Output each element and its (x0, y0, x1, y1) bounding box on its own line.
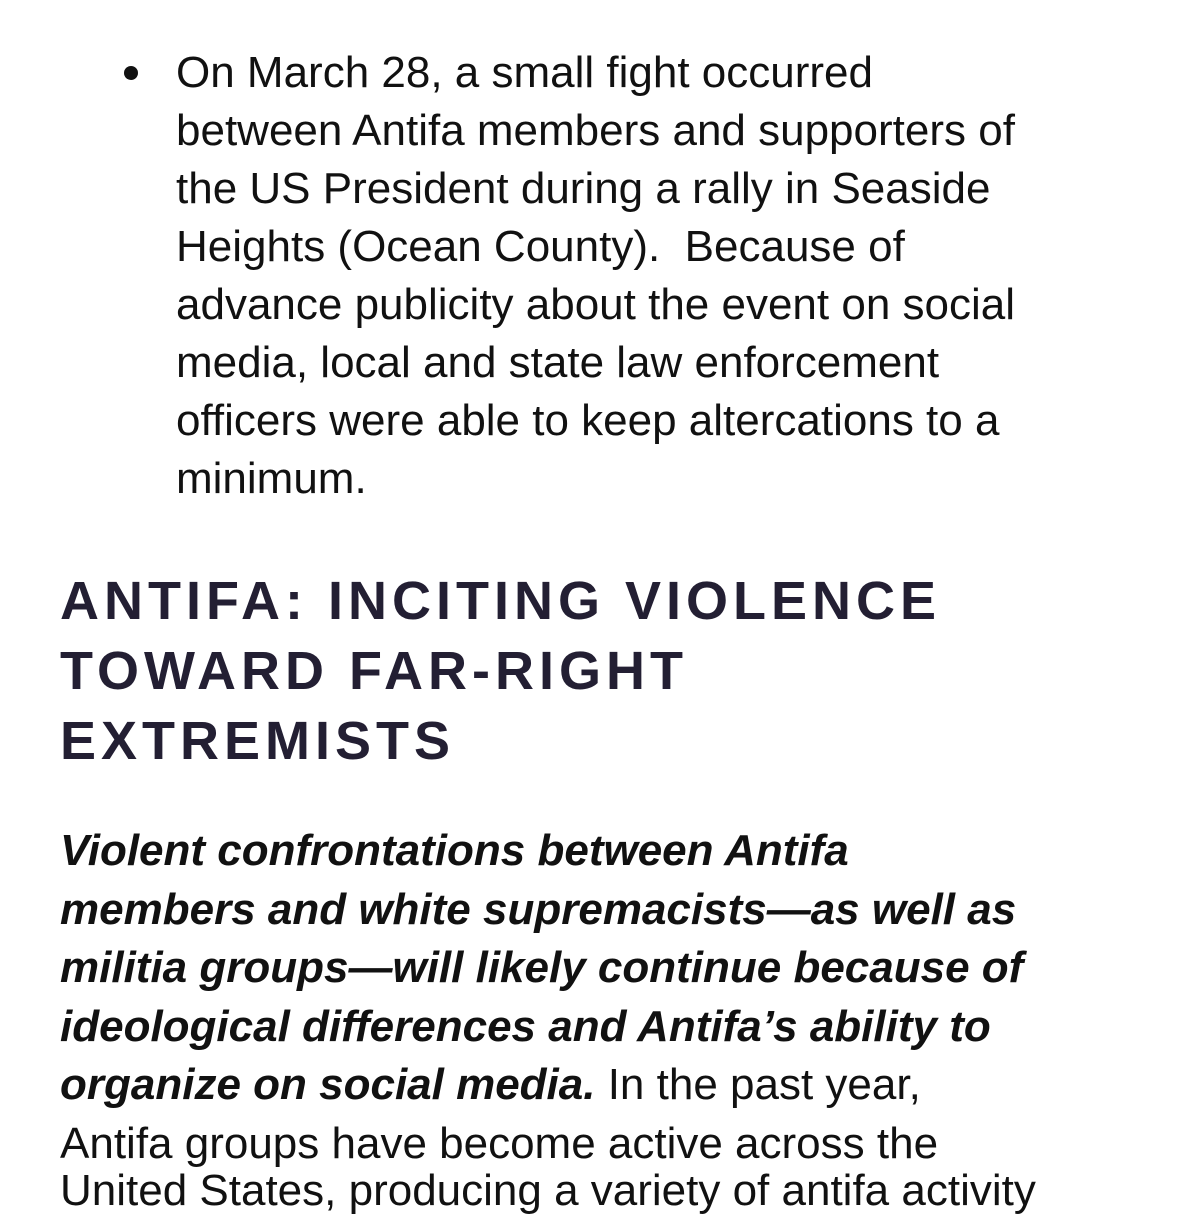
bullet-line: Heights (Ocean County). Because of (176, 222, 905, 271)
bullet-dot-icon (124, 66, 138, 80)
bullet-line: the US President during a rally in Seaside (176, 164, 991, 213)
bullet-line: officers were able to keep altercations to a (176, 396, 1000, 445)
bullet-text (176, 44, 1176, 508)
paragraph-line-tail: In the past year, (595, 1060, 921, 1109)
section-heading (60, 566, 941, 776)
paragraph-line: militia groups—will likely continue because of (60, 943, 1024, 992)
paragraph-line-cutoff: United States, producing a variety of antifa activity (60, 1166, 1036, 1215)
bullet-line: between Antifa members and supporters of (176, 106, 1015, 155)
bullet-line: media, local and state law enforcement (176, 338, 940, 387)
bullet-line: On March 28, a small fight occurred (176, 48, 873, 97)
paragraph-line (60, 1056, 1180, 1115)
bullet-line: minimum. (176, 454, 367, 503)
paragraph-line: Violent confrontations between Antifa (60, 826, 849, 875)
paragraph-lead-end: organize on social media. (60, 1060, 596, 1109)
body-paragraph (60, 822, 1180, 1173)
paragraph-line: members and white supremacists—as well as (60, 884, 1017, 934)
bullet-line: advance publicity about the event on social (176, 280, 1016, 329)
heading-line: TOWARD FAR-RIGHT (60, 641, 688, 701)
paragraph-line: Antifa groups have become active across the (60, 1118, 939, 1168)
heading-line: ANTIFA: INCITING VIOLENCE (60, 571, 941, 631)
bullet-list-item (116, 44, 1176, 508)
heading-line: EXTREMISTS (60, 711, 456, 771)
paragraph-line: ideological differences and Antifa’s ability to (60, 1001, 991, 1051)
